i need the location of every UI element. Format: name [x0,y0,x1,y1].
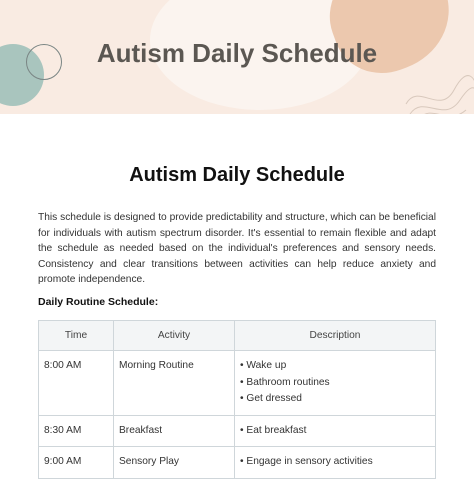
header-time: Time [39,321,114,351]
description-cell [235,351,436,416]
description-cell [235,415,436,447]
header-banner [0,0,474,114]
schedule-table [38,320,436,479]
activity-cell: Sensory Play [114,447,235,479]
list-item: • Bathroom routines [240,375,430,392]
list-item: • Engage in sensory activities [240,454,430,471]
list-item: • Wake up [240,358,430,375]
intro-paragraph: This schedule is designed to provide predictability and structure, which can be beneficial for individuals with autism spectrum disorder. It's essential to remain flexible and adapt the schedule as needed based on the individual's preferences and sensory needs. Consistency and clear transitions between activities can help reduce anxiety and promote independence. [38,212,436,285]
section-label: Daily Routine Schedule: [38,296,159,308]
header-activity: Activity [114,321,235,351]
list-item: • Get dressed [240,391,430,408]
header-description: Description [235,321,436,351]
description-list [240,358,430,408]
activity-cell: Breakfast [114,415,235,447]
document-title: Autism Daily Schedule [129,164,345,186]
list-item: • Eat breakfast [240,423,430,440]
time-cell: 8:00 AM [39,351,114,416]
table-row [39,415,436,447]
banner-title: Autism Daily Schedule [96,38,378,68]
decorative-doodle-icon [400,64,474,114]
activity-cell: Morning Routine [114,351,235,416]
table-row [39,447,436,479]
description-list [240,423,430,440]
description-list [240,454,430,471]
time-cell: 9:00 AM [39,447,114,479]
description-cell [235,447,436,479]
table-header-row [39,321,436,351]
table-row [39,351,436,416]
time-cell: 8:30 AM [39,415,114,447]
